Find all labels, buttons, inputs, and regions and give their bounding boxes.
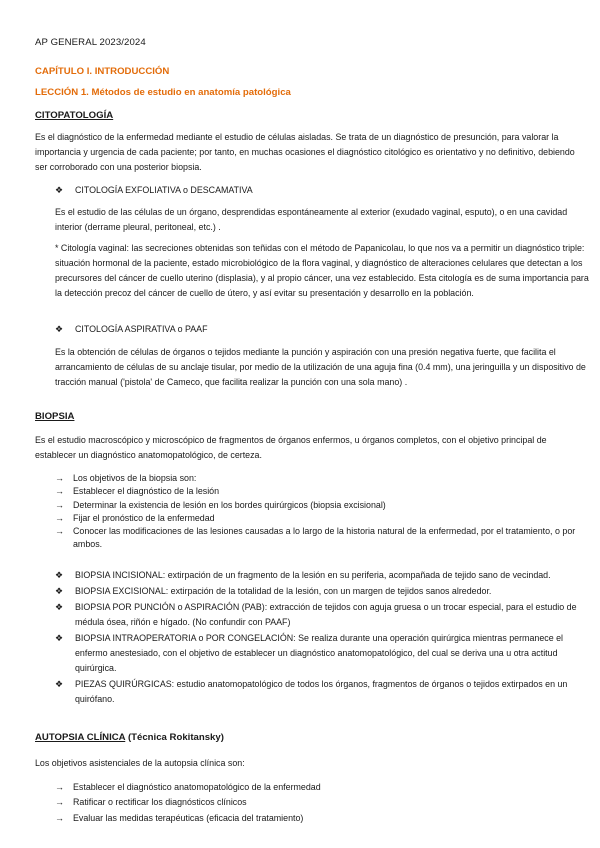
arrow-bullet-icon: → (55, 499, 64, 510)
list-item-text: Establecer el diagnóstico anatomopatológico de la enfermedad (73, 782, 321, 792)
diamond-bullet-icon: ❖ (55, 602, 64, 612)
lesson-title: LECCIÓN 1. Métodos de estudio en anatomía patológica (35, 87, 291, 98)
diamond-bullet-icon: ❖ (55, 633, 64, 643)
list-item-text: Ratificar o rectificar los diagnósticos clínicos (73, 797, 247, 808)
section-title-biopsia: BIOPSIA (35, 411, 75, 422)
list-item-text: Fijar el pronóstico de la enfermedad (73, 512, 215, 523)
list-item-text: Conocer las modificaciones de las lesiones causadas a lo largo de la historia natural de la enfermedad, por el tratamiento, o por ambos. (73, 526, 576, 550)
list-item (55, 568, 590, 583)
list-item (55, 781, 590, 794)
list-item (55, 183, 590, 198)
list-item-text: Evaluar las medidas terapéuticas (eficacia del tratamiento) (73, 812, 304, 823)
arrow-bullet-icon: → (55, 512, 64, 523)
chapter-title: CAPÍTULO I. INTRODUCCIÓN (35, 66, 170, 77)
arrow-bullet-icon: → (55, 782, 64, 792)
list-item (55, 499, 590, 512)
biopsia-types-list (55, 568, 590, 707)
arrow-bullet-icon: → (55, 812, 64, 823)
list-item-text: PIEZAS QUIRÚRGICAS: estudio anatomopatológico de todos los órganos, fragmentos de órganos o tejidos extirpados en un quirófano. (75, 679, 568, 704)
citopatologia-intro: Es el diagnóstico de la enfermedad mediante el estudio de células aisladas. Se trata de un diagnóstico de presunción, para valorar la importancia y urgencia de cada paciente; por tanto, en muchas ocasiones el diagnóstico citológico es orientativo y no definitivo, debiendo ser corroborado con una posterior biopsia. (35, 132, 575, 172)
vaginal-text: * Citología vaginal: las secreciones obtenidas son teñidas con el método de Papanicolau, lo que nos va a permitir un diagnóstico triple: situación hormonal de la paciente, estado microbiológico de la flora vaginal, y diagnóstico de alteraciones celulares que detectan a los precursores del cáncer de cuello uterino (displasia), y al propio cáncer, una vez establecido. Esta citología es de suma importancia para la detección precoz del cáncer de cuello de útero, y así evitar su presentación y desarrollo en la población. (55, 243, 589, 298)
list-item (55, 600, 590, 630)
autopsia-objectives-list (55, 781, 590, 825)
list-item-text: Determinar la existencia de lesión en los bordes quirúrgicos (biopsia excisional) (73, 499, 386, 510)
list-item (55, 322, 590, 337)
section-title-autopsia (35, 732, 224, 743)
arrow-bullet-icon: → (55, 486, 64, 497)
diamond-bullet-icon: ❖ (55, 185, 64, 195)
biopsia-intro: Es el estudio macroscópico y microscópico de fragmentos de órganos enfermos, u órganos completos, con el objetivo principal de establecer un diagnóstico anatomopatológico, de certeza. (35, 435, 547, 460)
autopsia-intro: Los objetivos asistenciales de la autopsia clínica son: (35, 758, 245, 768)
arrow-bullet-icon: → (55, 526, 64, 537)
list-item (55, 631, 590, 676)
arrow-bullet-icon: → (55, 797, 64, 808)
list-item (55, 472, 590, 485)
diamond-bullet-icon: ❖ (55, 679, 64, 689)
biopsia-objectives-list (55, 472, 590, 552)
subsection-title-exfoliativa: CITOLOGÍA EXFOLIATIVA o DESCAMATIVA (75, 185, 253, 195)
list-item-text: BIOPSIA INCISIONAL: extirpación de un fragmento de la lesión en su periferia, acompañada de tejido sano de vecindad. (75, 570, 551, 580)
autopsia-subtitle: (Técnica Rokitansky) (127, 732, 224, 743)
list-item-text: BIOPSIA EXCISIONAL: extirpación de la totalidad de la lesión, con un margen de tejidos sanos alrededor. (75, 586, 492, 596)
autopsia-title: AUTOPSIA CLÍNICA (35, 732, 126, 743)
exfoliativa-text: Es el estudio de las células de un órgano, desprendidas espontáneamente al exterior (exudado vaginal, esputo), o en una cavidad interior (derrame pleural, peritoneal, etc.) . (55, 207, 568, 232)
diamond-bullet-icon: ❖ (55, 586, 64, 596)
list-item (55, 512, 590, 525)
list-item (55, 677, 590, 707)
document-header: AP GENERAL 2023/2024 (35, 37, 146, 48)
list-item-text: Establecer el diagnóstico de la lesión (73, 486, 220, 497)
list-item (55, 584, 590, 599)
arrow-bullet-icon: → (55, 473, 64, 483)
aspirativa-text: Es la obtención de células de órganos o tejidos mediante la punción y aspiración con una presión negativa fuerte, que facilita el arrancamiento de células de su anclaje tisular, por medio de la utilización de una aguja fina (0.4 mm), una jeringuilla y un dispositivo de tracción manual ('pistola' de Cameco, que facilita realizar la punción con una sola mano) . (55, 347, 586, 387)
list-item (55, 525, 590, 552)
section-title-citopatologia: CITOPATOLOGÍA (35, 110, 114, 121)
diamond-bullet-icon: ❖ (55, 324, 64, 334)
list-item (55, 485, 590, 498)
list-item-text: BIOPSIA POR PUNCIÓN o ASPIRACIÓN (PAB): extracción de tejidos con aguja gruesa o un trocar especial, para el estudio de médula ósea, riñón e hígado. (No confundir con PAAF) (75, 602, 577, 627)
list-item (55, 812, 590, 825)
list-item-text: Los objetivos de la biopsia son: (73, 473, 197, 483)
list-item-text: BIOPSIA INTRAOPERATORIA o POR CONGELACIÓN: Se realiza durante una operación quirúrgica mientras permanece el enfermo anestesiado, con el objetivo de establecer un diagnóstico anatomopatológico, del cual se deriva una u otra actitud quirúrgica. (75, 633, 564, 673)
list-item (55, 796, 590, 809)
diamond-bullet-icon: ❖ (55, 570, 64, 580)
subsection-title-aspirativa: CITOLOGÍA ASPIRATIVA o PAAF (75, 324, 208, 334)
